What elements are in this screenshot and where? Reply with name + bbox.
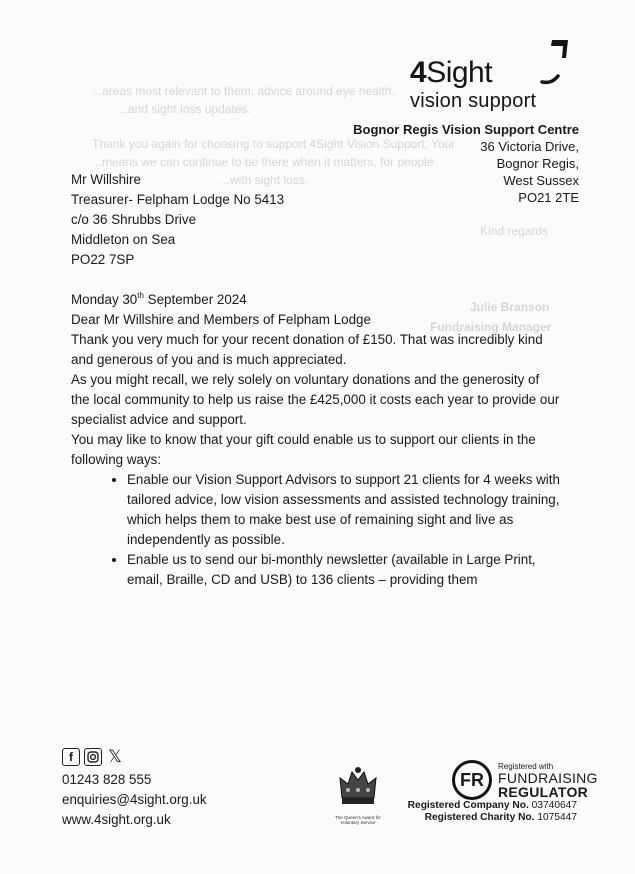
- sender-address-line: West Sussex: [503, 173, 579, 188]
- company-number: 03740647: [531, 800, 577, 811]
- letter-body: [71, 170, 561, 590]
- phone-number: 01243 828 555: [62, 772, 152, 787]
- letter-date: [71, 290, 561, 310]
- recipient-line: Treasurer- Felpham Lodge No 5413: [71, 192, 285, 207]
- list-item: • Enable our Vision Support Advisors to support 21 clients for 4 weeks with tailored advice, low vision assessments and assisted technology training, which helps them to make best use of remaining sight and live as independently as possible.: [127, 470, 561, 550]
- logo-number: 4: [410, 56, 427, 89]
- ghost-line: ...means we can continue to be there when it matters, for people: [92, 155, 434, 169]
- fr-logo-icon: FR: [452, 760, 492, 800]
- date-day: Monday 30: [71, 292, 138, 307]
- regulator-line1: FUNDRAISING: [498, 769, 598, 786]
- logo-subtitle: vision support: [410, 90, 537, 112]
- social-icons: [62, 748, 207, 766]
- paragraph: As you might recall, we rely solely on voluntary donations and the generosity of the local community to help us raise the £425,000 it costs each year to provide our specialist advice and support.: [71, 372, 560, 427]
- email-address[interactable]: enquiries@4sight.org.uk: [62, 792, 207, 807]
- x-icon[interactable]: 𝕏: [108, 747, 122, 766]
- company-label: Registered Company No.: [407, 800, 529, 811]
- ghost-line: Fundraising Manager: [430, 320, 552, 334]
- facebook-icon[interactable]: f: [62, 748, 80, 766]
- bullet-list: [71, 470, 561, 590]
- date-rest: September 2024: [143, 292, 247, 307]
- centre-name: Bognor Regis Vision Support Centre: [353, 122, 579, 137]
- instagram-icon[interactable]: [84, 748, 102, 766]
- logo-mark-icon: [538, 38, 574, 90]
- registration-numbers: [408, 800, 577, 824]
- charity-label: Registered Charity No.: [424, 812, 535, 823]
- date-suffix: th: [137, 291, 144, 300]
- recipient-line: c/o 36 Shrubbs Drive: [71, 212, 197, 227]
- regulator-registered-with: Registered with: [498, 761, 554, 771]
- salutation: Dear Mr Willshire and Members of Felpham Lodge: [71, 312, 371, 327]
- fundraising-regulator-badge: [452, 760, 598, 800]
- sender-address-line: PO21 2TE: [518, 190, 579, 205]
- recipient-address: [71, 170, 561, 270]
- ghost-line: ...with sight loss.: [220, 173, 309, 187]
- ghost-line: ...areas most relevant to them, advice around eye health,: [92, 84, 395, 98]
- ghost-line: Julie Branson: [470, 300, 550, 314]
- ghost-line: Kind regards: [480, 224, 549, 238]
- logo-title: [410, 58, 536, 88]
- recipient-line: PO22 7SP: [71, 252, 135, 267]
- recipient-line: Middleton on Sea: [71, 232, 176, 247]
- sender-address-line: 36 Victoria Drive,: [480, 139, 579, 154]
- recipient-line: Mr Willshire: [71, 172, 141, 187]
- list-item: • Enable us to send our bi-monthly newsletter (available in Large Print, email, Braille, CD and USB) to 136 clients – providing them: [127, 550, 561, 590]
- award-text: The Queen's Award for Voluntary Service: [335, 815, 381, 825]
- website-link[interactable]: www.4sight.org.uk: [62, 812, 171, 827]
- footer-contact: [62, 748, 207, 830]
- ghost-line: ...and sight loss updates.: [118, 102, 251, 116]
- logo-word: Sight: [426, 56, 493, 89]
- crown-icon: [338, 766, 378, 808]
- charity-number: 1075447: [537, 812, 577, 823]
- queens-award-badge: [332, 766, 384, 825]
- sender-address-line: Bognor Regis,: [496, 156, 579, 171]
- regulator-line2: REGULATOR: [498, 783, 589, 800]
- ghost-line: Thank you again for choosing to support 4Sight Vision Support. Your: [92, 137, 456, 151]
- paragraph: Thank you very much for your recent donation of £150. That was incredibly kind and generous of you and is much appreciated.: [71, 332, 543, 367]
- paragraph: You may like to know that your gift could enable us to support our clients in the following ways:: [71, 432, 536, 467]
- logo: [410, 58, 536, 112]
